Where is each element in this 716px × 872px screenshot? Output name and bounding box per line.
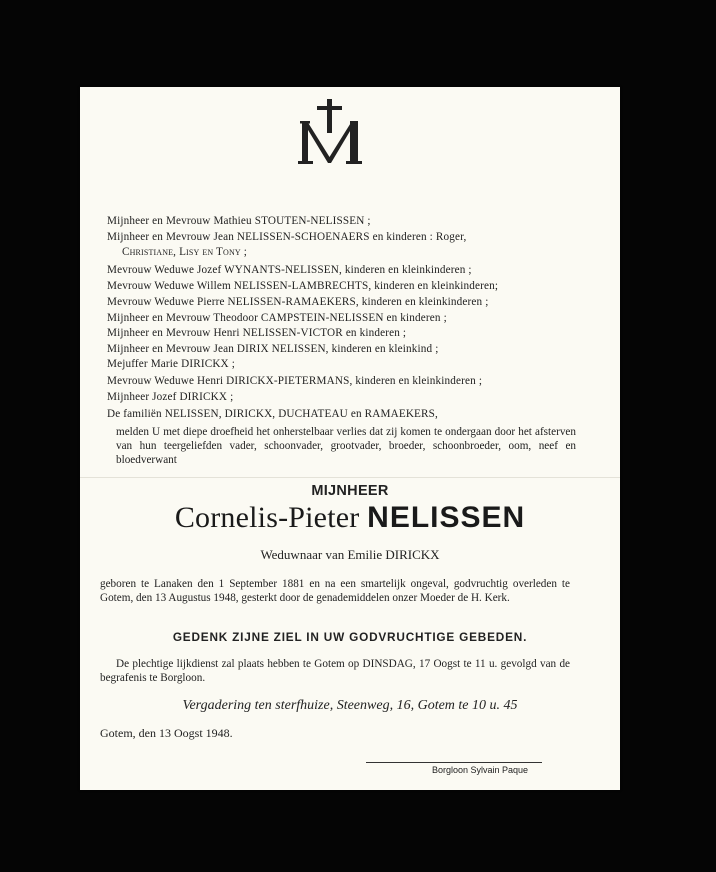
widower-line: Weduwnaar van Emilie DIRICKX — [260, 547, 440, 562]
biography-text: geboren te Lanaken den 1 September 1881 en na een smartelijk ongeval, godvruchtig overleden te Gotem, den 13 Augustus 1948, gesterkt door de genademiddelen onzer Moeder de H. Kerk. — [100, 578, 570, 604]
family-line: Mevrouw Weduwe Jozef WYNANTS-NELISSEN, kinderen en kleinkinderen ; — [107, 264, 472, 276]
family-line: Christiane, Lisy en Tony ; — [122, 246, 248, 258]
prayer-request: GEDENK ZIJNE ZIEL IN UW GODVRUCHTIGE GEBEDEN. — [172, 630, 528, 644]
family-line: Mevrouw Weduwe Henri DIRICKX-PIETERMANS, kinderen en kleinkinderen ; — [107, 375, 483, 387]
family-line: De familiën NELISSEN, DIRICKX, DUCHATEAU en RAMAEKERS, — [107, 408, 438, 420]
family-line: Mijnheer en Mevrouw Jean DIRIX NELISSEN, kinderen en kleinkind ; — [107, 343, 439, 355]
printer-credit: Borgloon Sylvain Paque — [432, 765, 529, 775]
memorial-card — [80, 87, 620, 790]
family-line: Mijnheer en Mevrouw Theodoor CAMPSTEIN-NELISSEN en kinderen ; — [107, 312, 447, 324]
family-line: Mijnheer Jozef DIRICKX ; — [107, 391, 234, 403]
deceased-name — [80, 501, 620, 535]
family-line: Mevrouw Weduwe Willem NELISSEN-LAMBRECHTS, kinderen en kleinkinderen; — [107, 280, 499, 292]
date-line: Gotem, den 13 Oogst 1948. — [100, 726, 233, 740]
marian-monogram-icon — [298, 99, 362, 167]
meeting-line: Vergadering ten sterfhuize, Steenweg, 16, Gotem te 10 u. 45 — [182, 698, 518, 713]
announcement-text: melden U met diepe droefheid het onherstelbaar verlies dat zij komen te ondergaan door het afsterven van hun teergeliefden vader, schoonvader, grootvader, broeder, schoonbroeder, oom, neef en bloedverwant — [116, 426, 576, 466]
family-line: Mevrouw Weduwe Pierre NELISSEN-RAMAEKERS, kinderen en kleinkinderen ; — [107, 296, 489, 308]
fold-line — [80, 477, 620, 478]
given-names: Cornelis-Pieter — [174, 501, 360, 534]
surname: NELISSEN — [367, 501, 526, 534]
family-line: Mejuffer Marie DIRICKX ; — [107, 358, 235, 370]
family-line: Mijnheer en Mevrouw Mathieu STOUTEN-NELISSEN ; — [107, 215, 371, 227]
divider — [366, 762, 542, 763]
family-line: Mijnheer en Mevrouw Jean NELISSEN-SCHOENAERS en kinderen : Roger, — [107, 231, 467, 243]
honorific: MIJNHEER — [311, 483, 389, 499]
funeral-text: De plechtige lijkdienst zal plaats hebben te Gotem op DINSDAG, 17 Oogst te 11 u. gevolgd van de begrafenis te Borgloon. — [100, 658, 570, 684]
family-line: Mijnheer en Mevrouw Henri NELISSEN-VICTOR en kinderen ; — [107, 327, 407, 339]
